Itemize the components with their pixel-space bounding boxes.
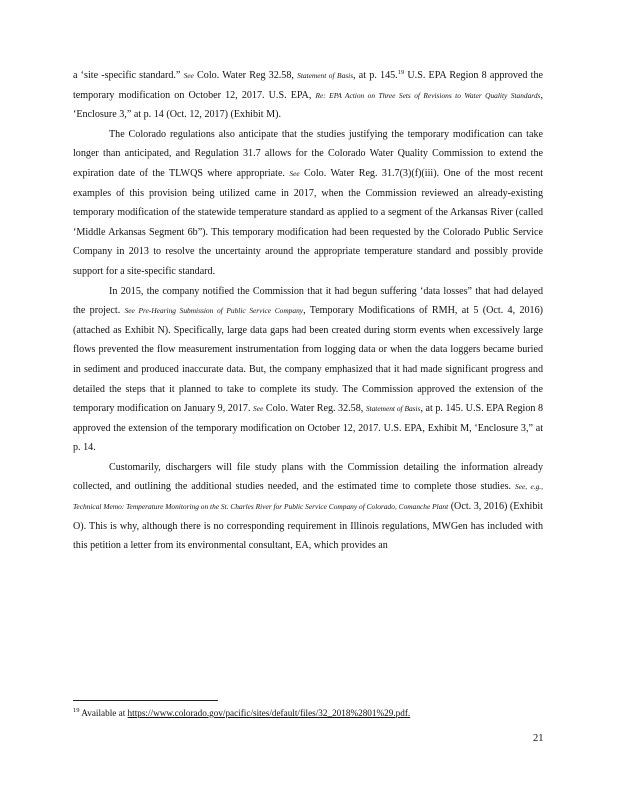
text-run: Colo. Water Reg 32.58, [193,70,298,81]
footnote-link[interactable]: https://www.colorado.gov/pacific/sites/default/files/32_2018%2801%29.pdf. [127,708,411,718]
citation-title: Statement of Basis [297,71,354,80]
paragraph-4 [73,458,543,556]
text-run: Colo. Water Reg. 31.7(3)(f)(iii). One of the most recent examples of this provision being utilized came in 2017, when the Commission reviewed an already-existing temporary modification of the statewide temperature standard as applied to a segment of the Arkansas River (called ‘Middle Arkansas Segment 6b”). This temporary modification had been requested by the Colorado Public Service Company in 2013 to resolve the uncertainty around the appropriate temperature standard and possibly provide support for a site-specific standard. [73,167,544,277]
footnote [73,707,543,719]
text-run: U.S. EPA Region 8 approved the temporary modification on October 12, 2017. U.S. EPA, [73,70,543,101]
paragraph-1 [73,66,543,125]
footnote-number: 19 [73,707,80,714]
text-run: (Oct. 3, 2016) (Exhibit O). This is why, although there is no corresponding requirement in Illinois regulations, MWGen has included with this petition a letter from its environmental consultant, EA, which provides an [73,501,543,552]
citation-signal: See [289,168,300,178]
text-run: Colo. Water Reg. 32.58, [263,403,366,415]
citation-title: Re: EPA Action on Three Sets of Revisions to Water Quality Standards [315,90,541,100]
footnote-reference[interactable]: 19 [397,69,405,76]
citation-title: See Pre-Hearing Submission of Public Service Company [124,306,304,316]
paragraph-2 [73,125,543,282]
text-run: , at p. 145. U.S. EPA Region 8 approved the extension of the temporary modification on October 12, 2017. U.S. EPA, Exhibit M, ‘Enclosure 3,” at p. 14. [73,403,544,454]
citation-signal: See [183,71,194,80]
paragraph-3 [73,282,543,458]
text-run: , ‘Enclosure 3,” at p. 14 (Oct. 12, 2017) (Exhibit M). [73,89,543,121]
footnote-divider [73,700,218,701]
text-run: , Temporary Modifications of RMH, at 5 (Oct. 4, 2016) (attached as Exhibit N). Specifically, large data gaps had been created during storm events when excessively large flows prevented the flow measurement instrumentation from logging data or when the data loggers became buried in sediment and produced inaccurate data. But, the company emphasized that it had made significant progress and detailed the steps that it planned to take to complete its study. The Commission approved the extension of the temporary modification on January 9, 2017. [73,305,544,415]
citation-title: Statement of Basis [365,404,421,414]
text-run: Customarily, dischargers will file study plans with the Commission detailing the information already collected, and outlining the additional studies needed, and the estimated time to complete those studies. [73,461,543,493]
text-run: , at p. 145. [353,70,398,81]
citation-signal: See [253,404,264,414]
body-text [73,66,543,556]
citation-title: See, e.g., Technical Memo: Temperature Monitoring on the St. Charles River for Public Service Company of Colorado, Comanche Plant [73,482,543,512]
page-number: 21 [533,733,544,744]
text-run: a ‘site -specific standard.” [73,70,184,81]
text-run: In 2015, the company notified the Commission that it had begun suffering ‘data losses” that had delayed the project. [73,285,543,317]
footnote-label: Available at [79,708,128,718]
text-run: The Colorado regulations also anticipate that the studies justifying the temporary modification can take longer than anticipated, and Regulation 31.7 allows for the Colorado Water Quality Commission to extend the expiration date of the TLWQS where appropriate. [73,128,543,179]
